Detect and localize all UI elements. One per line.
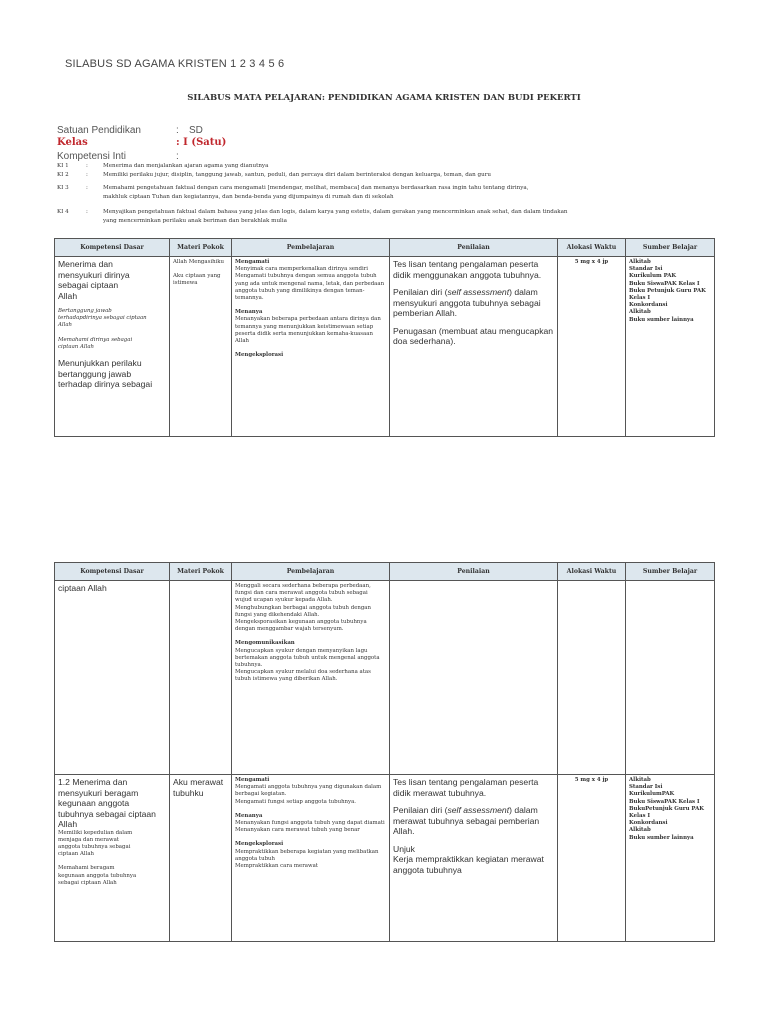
activity-text: Mempraktikkan beberapa kegiatan yang melibatkan anggota tubuh: [235, 848, 379, 862]
time-allocation: 5 mg x 4 jp: [574, 777, 609, 783]
assessment-text: Penilaian diri (: [393, 287, 448, 297]
column-header-sumber-belajar: Sumber Belajar: [626, 563, 715, 581]
kompetensi-dasar-cell: [55, 775, 170, 942]
assessment-text: Penugasan (membuat atau mengucapkan doa sederhana).: [393, 325, 554, 346]
ki-text: Menerima dan menjalankan ajaran agama yang dianutnya: [103, 163, 269, 169]
activity-heading: Mengomunikasikan: [235, 640, 295, 647]
activity-heading: Mengamati: [235, 777, 270, 783]
satuan-label: Satuan Pendidikan: [57, 125, 141, 136]
ki-text: Memahami pengetahuan faktual dengan cara mengamati [mendengar, melihat, membaca] dan menanya berdasarkan rasa ingin tahu tentang dirinya,: [103, 185, 529, 191]
ki-code: KI 3: [57, 185, 69, 191]
alokasi-waktu-cell: [558, 775, 626, 942]
activity-heading: Mengeksplorasi: [235, 352, 284, 359]
sumber-belajar-cell: [626, 581, 715, 775]
materi-item: Aku ciptaan yang istimewa: [173, 273, 221, 287]
assessment-self: [393, 805, 554, 837]
learning-sources: Alkitab Standar Isi Kurikulum PAK Buku SiswaPAK Kelas I Buku Petunjuk Guru PAK Kelas I Konkordansi Alkitab Buku sumber lainnya: [629, 259, 706, 323]
column-header-materi-pokok: Materi Pokok: [170, 563, 232, 581]
ki-colon: :: [86, 163, 88, 169]
penilaian-cell: [390, 775, 558, 942]
table-row: [55, 581, 715, 775]
kd-indicator: Memahami beragam kegunaan anggota tubuhnya sebagai ciptaan Allah: [58, 865, 137, 886]
ki-row-2: [57, 171, 768, 179]
activity-heading: Menanya: [235, 309, 263, 316]
activity-text: Mengeksporasikan kegunaan anggota tubuhnya dengan menggambar wajah tersenyum.: [235, 619, 367, 633]
ki-text-continued: makhluk ciptaan Tuhan dan kegiatannya, dan benda-benda yang dijumpainya di rumah dan di sekolah: [103, 194, 394, 200]
activity-text: Menghubungkan berbagai anggota tubuh dengan fungsi yang dikehendaki Allah.: [235, 604, 371, 618]
assessment-text: Kerja mempraktikkan kegiatan merawat anggota tubuhnya: [393, 854, 544, 875]
penilaian-cell: [390, 257, 558, 437]
kd-indicator: Menunjukkan perilaku bertanggung jawab terhadap dirinya sebagai: [58, 358, 153, 390]
ki-text-continued: yang mencerminkan perilaku anak beriman dan berakhlak mulia: [103, 218, 287, 224]
kompetensi-dasar-cell: [55, 257, 170, 437]
table-header-row: [55, 239, 715, 257]
kompetensi-dasar-cell: [55, 581, 170, 775]
table-row: [55, 775, 715, 942]
pembelajaran-cell: [232, 581, 390, 775]
activity-text: Mengucapkan syukur melalui doa sederhana atas tubuh istimewa yang diberikan Allah.: [235, 669, 371, 683]
syllabus-table-1: [54, 238, 715, 437]
activity-text: Mengamati anggota tubuhnya yang digunakan dalam berbagai kegiatan.: [235, 784, 382, 798]
activity-heading: Menanya: [235, 812, 263, 819]
materi-pokok-cell: [170, 775, 232, 942]
ki-code: KI 4: [57, 209, 69, 215]
assessment-self: [393, 287, 554, 319]
kd-indicator: Memahami dirinya sebagai ciptaan Allah: [58, 336, 133, 350]
column-header-alokasi-waktu: Alokasi Waktu: [558, 563, 626, 581]
table-header-row: [55, 563, 715, 581]
assessment-text: ) dalam mensyukuri anggota tubuhnya sebagai pemberian Allah.: [393, 287, 541, 318]
activity-text: Mengamati fungsi setiap anggota tubuhnya.: [235, 798, 356, 805]
column-header-materi-pokok: Materi Pokok: [170, 239, 232, 257]
ki-code: KI 2: [57, 172, 69, 178]
kd-main-text: Menerima dan mensyukuri dirinya sebagai ciptaan Allah: [58, 259, 130, 301]
materi-pokok-cell: [170, 581, 232, 775]
ki-row-1: [57, 162, 768, 170]
assessment-text: Tes lisan tentang pengalaman peserta didik merawat tubuhnya.: [393, 777, 539, 798]
kd-main-text: ciptaan Allah: [58, 583, 107, 593]
time-allocation: 5 mg x 4 jp: [574, 259, 609, 265]
activity-heading: Mengamati: [235, 259, 270, 265]
ki-row-4: [57, 208, 768, 224]
activity-heading: Mengeksplorasi: [235, 841, 284, 848]
document-header: SILABUS SD AGAMA KRISTEN 1 2 3 4 5 6: [65, 58, 285, 70]
kd-main-text: 1.2 Menerima dan mensyukuri beragam kegunaan anggota tubuhnya sebagai ciptaan Allah: [58, 777, 156, 829]
penilaian-cell: [390, 581, 558, 775]
kelas-label: Kelas: [57, 137, 88, 148]
satuan-value: SD: [189, 125, 203, 136]
materi-item: Allah Mengasihiku: [173, 259, 225, 265]
pembelajaran-cell: [232, 257, 390, 437]
activity-text: Menggali secara sederhana beberapa perbedaan, fungsi dan cara merawat anggota tubuh sebagai wujud ucapan syukur kepada Allah.: [235, 583, 371, 604]
assessment-text: Tes lisan tentang pengalaman peserta didik menggunakan anggota tubuhnya.: [393, 259, 542, 280]
ki-text: Memiliki perilaku jujur, disiplin, tanggung jawab, santun, peduli, dan percaya diri dalam berinteraksi dengan keluarga, teman, dan guru: [103, 172, 491, 178]
activity-text: Menanyakan fungsi anggota tubuh yang dapat diamati: [235, 820, 385, 827]
pembelajaran-cell: [232, 775, 390, 942]
page-title: SILABUS MATA PELAJARAN: PENDIDIKAN AGAMA KRISTEN DAN BUDI PEKERTI: [187, 93, 581, 103]
alokasi-waktu-cell: [558, 257, 626, 437]
column-header-kompetensi-dasar: Kompetensi Dasar: [55, 239, 170, 257]
column-header-penilaian: Penilaian: [390, 239, 558, 257]
ki-colon: :: [86, 172, 88, 178]
ki-row-3: [57, 184, 768, 200]
kompetensi-colon: :: [176, 151, 179, 162]
kelas-value: : I (Satu): [176, 137, 227, 148]
materi-item: Aku merawat tubuhku: [173, 777, 224, 798]
column-header-kompetensi-dasar: Kompetensi Dasar: [55, 563, 170, 581]
sumber-belajar-cell: [626, 775, 715, 942]
learning-sources: Alkitab Standar Isi KurikulumPAK Buku SiswaPAK Kelas I BukuPetunjuk Guru PAK Kelas I Konkordansi Alkitab Buku sumber lainnya: [629, 777, 704, 841]
syllabus-table-2: [54, 562, 715, 942]
ki-colon: :: [86, 185, 88, 191]
activity-text: Mengucapkan syukur dengan menyanyikan lagu bertemakan anggota tubuh untuk mengenal anggota tubuhnya.: [235, 647, 380, 669]
column-header-pembelajaran: Pembelajaran: [232, 563, 390, 581]
assessment-text: Unjuk: [393, 843, 415, 854]
activity-text: Mempraktikkan cara merawat: [235, 863, 318, 870]
ki-colon: :: [86, 209, 88, 215]
materi-pokok-cell: [170, 257, 232, 437]
table-row: [55, 257, 715, 437]
activity-text: Menyimak cara memperkenalkan dirinya sendiri: [235, 266, 368, 273]
ki-text: Menyajikan pengetahuan faktual dalam bahasa yang jelas dan logis, dalam karya yang estetis, dalam gerakan yang mencerminkan anak sehat, dan dalam tindakan: [103, 209, 568, 215]
assessment-term: self assessment: [447, 287, 510, 297]
kd-indicator: Bertanggung jawab terhadapdirinya sebagai ciptaan Allah: [58, 308, 147, 329]
assessment-text: Penilaian diri (: [393, 805, 448, 815]
column-header-sumber-belajar: Sumber Belajar: [626, 239, 715, 257]
kompetensi-label: Kompetensi Inti: [57, 151, 126, 162]
activity-text: Menanyakan cara merawat tubuh yang benar: [235, 827, 360, 834]
assessment-term: self assessment: [447, 805, 510, 815]
column-header-alokasi-waktu: Alokasi Waktu: [558, 239, 626, 257]
ki-code: KI 1: [57, 163, 69, 169]
column-header-pembelajaran: Pembelajaran: [232, 239, 390, 257]
kd-indicator: Memiliki kepedulian dalam menjaga dan merawat anggota tubuhnya sebagai ciptaan Allah: [58, 829, 133, 858]
column-header-penilaian: Penilaian: [390, 563, 558, 581]
activity-text: Menanyakan beberapa perbedaan antara dirinya dan temannya yang menunjukkan keistimewaan setiap peserta didik serta menunjukkan kemaha-kuasaan Allah: [235, 316, 381, 345]
alokasi-waktu-cell: [558, 581, 626, 775]
sumber-belajar-cell: [626, 257, 715, 437]
activity-text: Mengamati tubuhnya dengan semua anggota tubuh yang ada untuk mengenal nama, letak, dan perbedaan anggota tubuh yang dimilikinya dengan teman-temannya.: [235, 273, 385, 302]
assessment-text: ) dalam merawat tubuhnya sebagai pemberian Allah.: [393, 805, 540, 836]
satuan-colon: :: [176, 125, 179, 136]
